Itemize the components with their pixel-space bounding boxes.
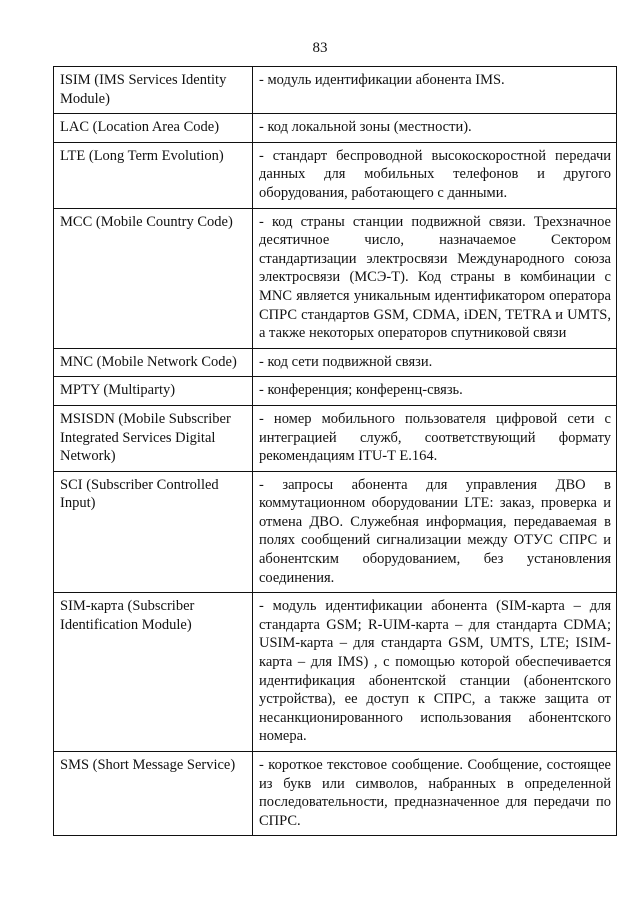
term-cell: MSISDN (Mobile Subscriber Integrated Services Digital Network) xyxy=(54,405,253,471)
term-cell: MPTY (Multiparty) xyxy=(54,377,253,406)
term-cell: MCC (Mobile Country Code) xyxy=(54,208,253,348)
definition-cell: - код страны станции подвижной связи. Трехзначное десятичное число, назначаемое Сектором стандартизации электросвязи Международного союза электросвязи (МСЭ-Т). Код страны в комбинации с MNC является уникальным идентификатором оператора СПРС стандартов GSM, CDMA, iDEN, TETRA и UMTS, а также некоторых операторов спутниковой связи xyxy=(253,208,617,348)
definition-cell: - модуль идентификации абонента (SIM-карта – для стандарта GSM; R-UIM-карта – для стандарта CDMA; USIM-карта – для стандарта GSM, UMTS, LTE; ISIM-карта – для IMS) , с помощью которой обеспечивается идентификация абонентской станции (абонентского устройства), ее доступ к СПРС, а также защита от несанкционированного использования абонентского номера. xyxy=(253,593,617,752)
definition-cell: - номер мобильного пользователя цифровой сети с интеграцией служб, соответствующий формату рекомендациям ITU-T E.164. xyxy=(253,405,617,471)
table-row xyxy=(54,377,617,406)
table-row xyxy=(54,114,617,143)
definition-cell: - код локальной зоны (местности). xyxy=(253,114,617,143)
table-row xyxy=(54,348,617,377)
table-row xyxy=(54,752,617,836)
definition-cell: - запросы абонента для управления ДВО в коммутационном оборудовании LTE: заказ, проверка и отмена ДВО. Служебная информация, передаваемая в полях сообщений сигнализации между ОТУС СПРС и абонентским оборудованием, без установления соединения. xyxy=(253,471,617,593)
table-row xyxy=(54,142,617,208)
definition-cell: - конференция; конференц-связь. xyxy=(253,377,617,406)
definition-cell: - короткое текстовое сообщение. Сообщение, состоящее из букв или символов, набранных в определенной последовательности, предназначенное для передачи по СПРС. xyxy=(253,752,617,836)
term-cell: LTE (Long Term Evolution) xyxy=(54,142,253,208)
term-cell: LAC (Location Area Code) xyxy=(54,114,253,143)
table-row xyxy=(54,471,617,593)
table-row xyxy=(54,593,617,752)
table-row xyxy=(54,67,617,114)
term-cell: SCI (Subscriber Controlled Input) xyxy=(54,471,253,593)
glossary-table xyxy=(53,66,617,836)
term-cell: SMS (Short Message Service) xyxy=(54,752,253,836)
definition-cell: - код сети подвижной связи. xyxy=(253,348,617,377)
table-row xyxy=(54,208,617,348)
table-row xyxy=(54,405,617,471)
term-cell: SIM-карта (Subscriber Identification Module) xyxy=(54,593,253,752)
page-number: 83 xyxy=(312,40,328,56)
definition-cell: - стандарт беспроводной высокоскоростной передачи данных для мобильных телефонов и другого оборудования, работающего с данными. xyxy=(253,142,617,208)
term-cell: MNC (Mobile Network Code) xyxy=(54,348,253,377)
definition-cell: - модуль идентификации абонента IMS. xyxy=(253,67,617,114)
term-cell: ISIM (IMS Services Identity Module) xyxy=(54,67,253,114)
